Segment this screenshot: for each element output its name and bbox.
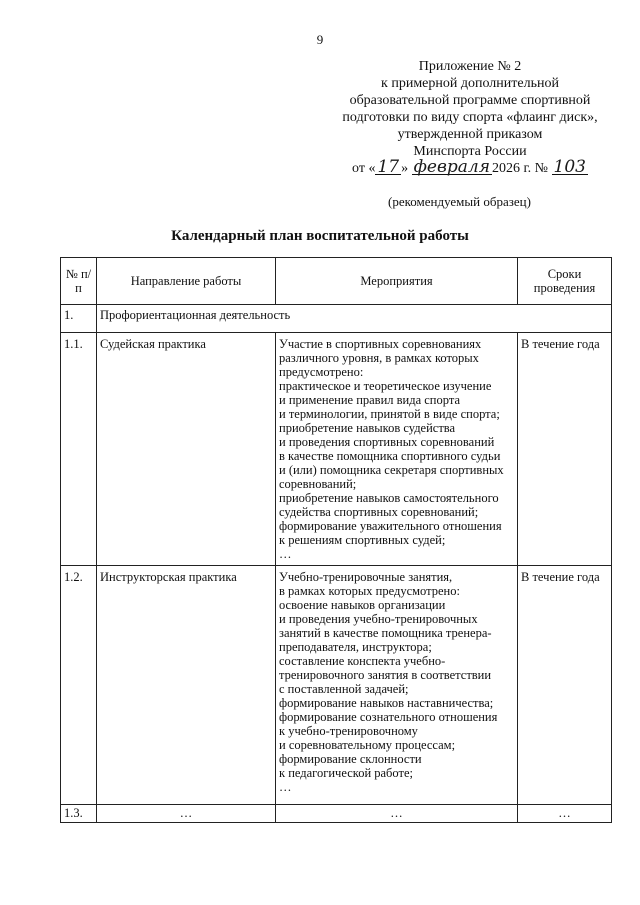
row-terms: В течение года <box>518 333 612 566</box>
table-row <box>61 805 612 823</box>
row-events <box>276 566 518 805</box>
order-number: 103 <box>553 157 586 177</box>
table-row <box>61 333 612 566</box>
event-line: и проведения учебно-тренировочных <box>279 612 478 626</box>
event-line: различного уровня, в рамках которых <box>279 351 479 365</box>
row-direction: … <box>97 805 276 823</box>
event-line: и применение правил вида спорта <box>279 393 460 407</box>
approval-date-line <box>300 157 640 177</box>
event-line: соревнований; <box>279 477 357 491</box>
header-events: Мероприятия <box>276 258 518 305</box>
event-line: формирование уважительного отношения <box>279 519 502 533</box>
date-year: 2026 г. № <box>491 161 548 176</box>
row-terms: В течение года <box>518 566 612 805</box>
row-events <box>276 805 518 823</box>
section-row <box>61 305 612 333</box>
event-line: приобретение навыков самостоятельного <box>279 491 499 505</box>
sample-note: (рекомендуемый образец) <box>388 194 531 209</box>
event-line: с поставленной задачей; <box>279 682 409 696</box>
approval-line: подготовки по виду спорта «флаинг диск», <box>342 110 598 125</box>
event-line: Участие в спортивных соревнованиях <box>279 337 482 351</box>
event-line: … <box>279 780 292 794</box>
row-num: 1.3. <box>61 805 97 823</box>
event-line: к учебно-тренировочному <box>279 724 418 738</box>
approval-line: образовательной программе спортивной <box>349 93 591 108</box>
approval-line: Приложение № 2 <box>418 59 522 74</box>
date-day: 17 <box>377 157 400 177</box>
event-line: к педагогической работе; <box>279 766 413 780</box>
row-num: 1.1. <box>61 333 97 566</box>
event-line: и терминологии, принятой в виде спорта; <box>279 407 500 421</box>
event-line: предусмотрено: <box>279 365 364 379</box>
event-line: и проведения спортивных соревнований <box>279 435 495 449</box>
row-events <box>276 333 518 566</box>
date-month: февраля <box>413 157 490 177</box>
event-line: занятий в качестве помощника тренера- <box>279 626 492 640</box>
event-line: и соревновательному процессам; <box>279 738 456 752</box>
row-num: 1.2. <box>61 566 97 805</box>
approval-line: утвержденной приказом <box>397 127 543 142</box>
event-line: составление конспекта учебно- <box>279 654 446 668</box>
approval-line: Минспорта России <box>413 144 527 159</box>
event-line: судейства спортивных соревнований; <box>279 505 479 519</box>
event-line: преподавателя, инструктора; <box>279 640 432 654</box>
approval-block <box>300 58 640 177</box>
date-prefix: от « <box>352 161 376 176</box>
table-header-row <box>61 258 612 305</box>
header-direction: Направление работы <box>97 258 276 305</box>
event-line: формирование сознательного отношения <box>279 710 498 724</box>
section-title: Профориентационная деятельность <box>97 305 612 333</box>
event-line: к решениям спортивных судей; <box>279 533 446 547</box>
page-number: 9 <box>316 32 324 47</box>
event-line: в качестве помощника спортивного судьи <box>279 449 501 463</box>
event-line: формирование навыков наставничества; <box>279 696 494 710</box>
event-line: Учебно-тренировочные занятия, <box>279 570 453 584</box>
event-line: освоение навыков организации <box>279 598 446 612</box>
event-line: формирование склонности <box>279 752 422 766</box>
event-line: … <box>390 806 403 820</box>
row-terms: … <box>518 805 612 823</box>
event-line: практическое и теоретическое изучение <box>279 379 492 393</box>
event-line: в рамках которых предусмотрено: <box>279 584 460 598</box>
header-num: № п/п <box>61 258 97 305</box>
section-num: 1. <box>61 305 97 333</box>
event-line: и (или) помощника секретаря спортивных <box>279 463 504 477</box>
calendar-plan-table <box>60 257 612 823</box>
row-direction: Инструкторская практика <box>97 566 276 805</box>
approval-line: к примерной дополнительной <box>381 76 559 91</box>
event-line: тренировочного занятия в соответствии <box>279 668 492 682</box>
date-mid: » <box>401 161 409 176</box>
document-title: Календарный план воспитательной работы <box>171 228 469 244</box>
header-terms: Сроки проведения <box>518 258 612 305</box>
event-line: приобретение навыков судейства <box>279 421 456 435</box>
table-row <box>61 566 612 805</box>
row-direction: Судейская практика <box>97 333 276 566</box>
event-line: … <box>279 547 292 561</box>
